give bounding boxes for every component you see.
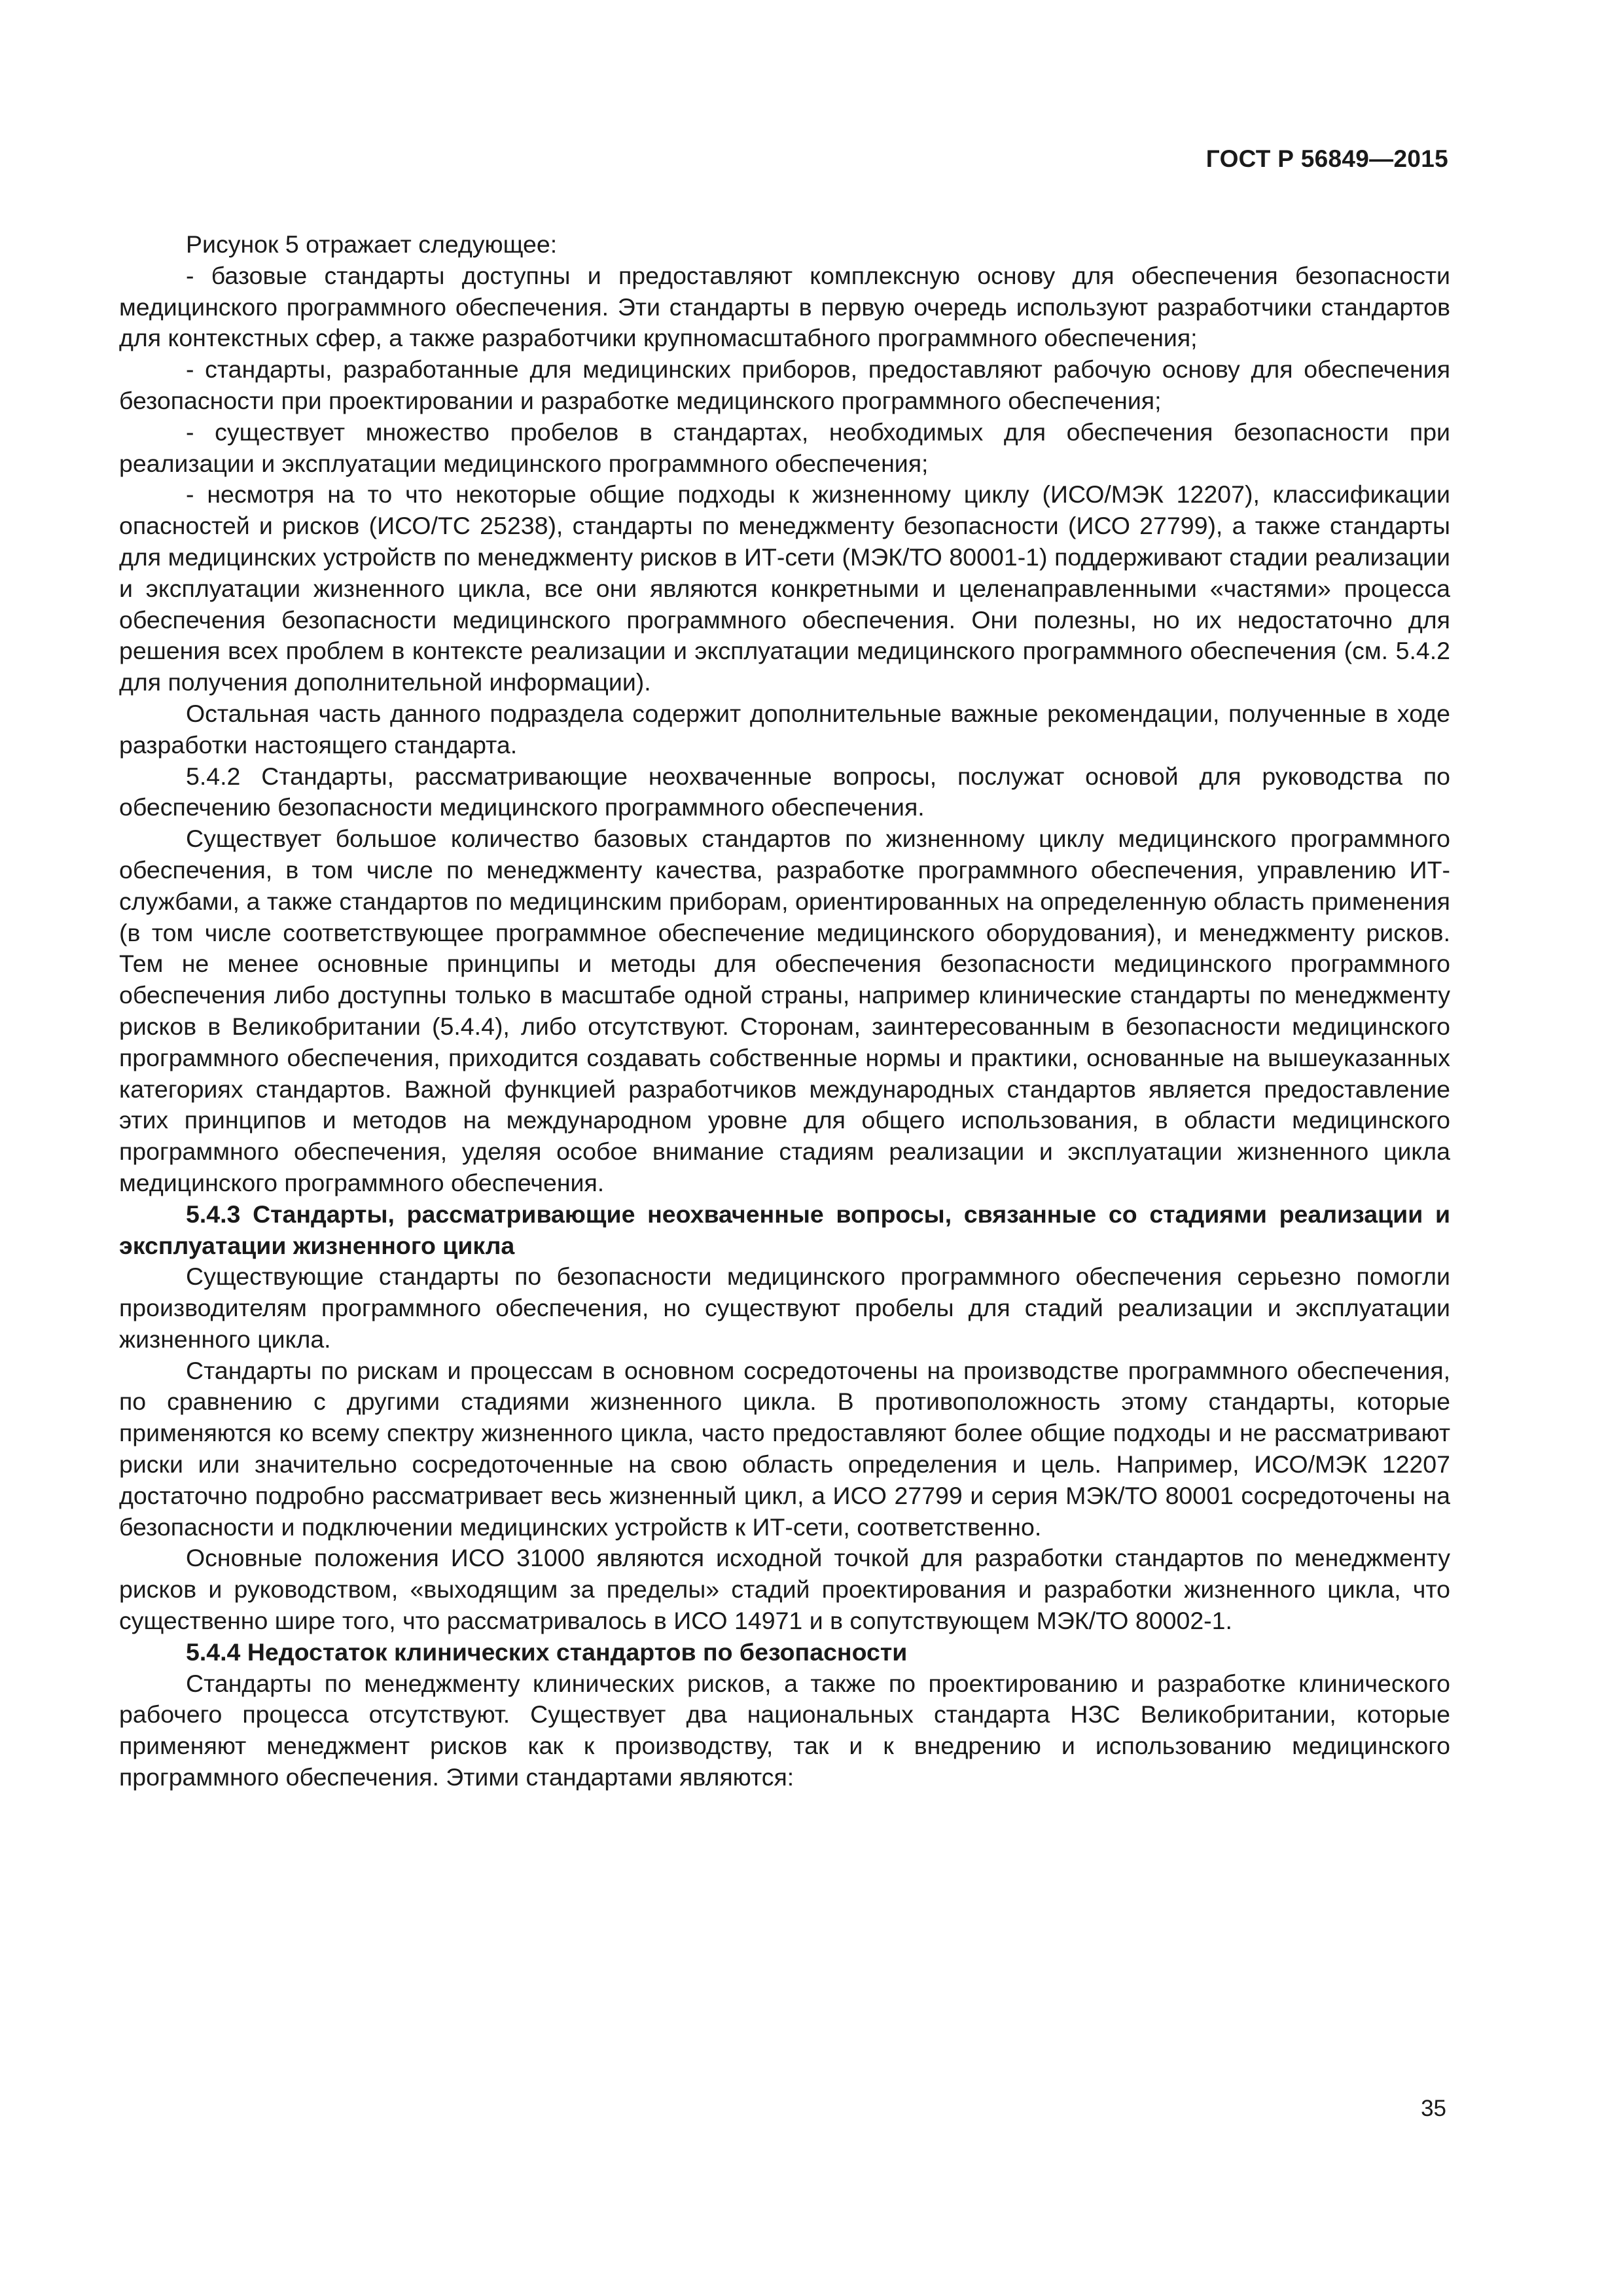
section-heading-5-4-3: 5.4.3 Стандарты, рассматривающие неохваченные вопросы, связанные со стадиями реализации и эксплуатации жизненного цикла — [119, 1200, 1450, 1259]
paragraph: Стандарты по менеджменту клинических рисков, а также по проектированию и разработке клинического рабочего процесса отсутствуют. Существует два национальных стандарта НЗС Великобритании, которые применяют менеджмент рисков как к производству, так и к внедрению и использованию медицинского программного обеспечения. Этими стандартами являются: — [119, 1669, 1450, 1791]
document-body — [119, 229, 1450, 1793]
list-item: - несмотря на то что некоторые общие подходы к жизненному циклу (ИСО/МЭК 12207), классификации опасностей и рисков (ИСО/ТС 25238), стандарты по менеджменту безопасности (ИСО 27799), а также стандарты для медицинских устройств по менеджменту рисков в ИТ-сети (МЭК/ТО 80001-1) поддерживают стадии реализации и эксплуатации жизненного цикла, все они являются конкретными и целенаправленными «частями» процесса обеспечения безопасности медицинского программного обеспечения. Они полезны, но их недостаточно для решения всех проблем в контексте реализации и эксплуатации медицинского программного обеспечения (см. 5.4.2 для получения дополнительной информации). — [119, 480, 1450, 696]
paragraph: 5.4.2 Стандарты, рассматривающие неохваченные вопросы, послужат основой для руководства по обеспечению безопасности медицинского программного обеспечения. — [119, 762, 1450, 821]
paragraph: Рисунок 5 отражает следующее: — [186, 230, 558, 258]
page-number: 35 — [1421, 2096, 1446, 2121]
paragraph: Остальная часть данного подраздела содержит дополнительные важные рекомендации, полученные в ходе разработки настоящего стандарта. — [119, 699, 1450, 759]
paragraph: Стандарты по рискам и процессам в основном сосредоточены на производстве программного обеспечения, по сравнению с другими стадиями жизненного цикла. В противоположность этому стандарты, которые применяются ко всему спектру жизненного цикла, часто предоставляют более общие подходы и не рассматривают риски или значительно сосредоточенные на свою область определения и цель. Например, ИСО/МЭК 12207 достаточно подробно рассматривает весь жизненный цикл, а ИСО 27799 и серия МЭК/ТО 80001 сосредоточены на безопасности и подключении медицинских устройств к ИТ-сети, соответственно. — [119, 1356, 1450, 1541]
section-heading-5-4-4: 5.4.4 Недостаток клинических стандартов по безопасности — [186, 1638, 908, 1666]
standard-header: ГОСТ Р 56849—2015 — [1205, 145, 1448, 172]
paragraph: Существующие стандарты по безопасности медицинского программного обеспечения серьезно помогли производителям программного обеспечения, но существуют пробелы для стадий реализации и эксплуатации жизненного цикла. — [119, 1263, 1450, 1353]
list-item: - базовые стандарты доступны и предоставляют комплексную основу для обеспечения безопасности медицинского программного обеспечения. Эти стандарты в первую очередь используют разработчики стандартов для контекстных сфер, а также разработчики крупномасштабного программного обеспечения; — [119, 261, 1450, 352]
list-item: - стандарты, разработанные для медицинских приборов, предоставляют рабочую основу для обеспечения безопасности при проектировании и разработке медицинского программного обеспечения; — [119, 355, 1450, 414]
paragraph: Существует большое количество базовых стандартов по жизненному циклу медицинского программного обеспечения, в том числе по менеджменту качества, разработке программного обеспечения, управлению ИТ-службами, а также стандартов по медицинским приборам, ориентированных на определенную область применения (в том числе соответствующее программное обеспечение медицинского оборудования), и менеджменту рисков. Тем не менее основные принципы и методы для обеспечения безопасности медицинского программного обеспечения либо доступны только в масштабе одной страны, например клинические стандарты по менеджменту рисков в Великобритании (5.4.4), либо отсутствуют. Сторонам, заинтересованным в безопасности медицинского программного обеспечения, приходится создавать собственные нормы и практики, основанные на вышеуказанных категориях стандартов. Важной функцией разработчиков международных стандартов является предоставление этих принципов и методов на международном уровне для общего использования, в области медицинского программного обеспечения, уделяя особое внимание стадиям реализации и эксплуатации жизненного цикла медицинского программного обеспечения. — [119, 825, 1450, 1196]
paragraph: Основные положения ИСО 31000 являются исходной точкой для разработки стандартов по менеджменту рисков и руководством, «выходящим за пределы» стадий проектирования и разработки жизненного цикла, что существенно шире того, что рассматривалось в ИСО 14971 и в сопутствующем МЭК/ТО 80002-1. — [119, 1544, 1450, 1635]
list-item: - существует множество пробелов в стандартах, необходимых для обеспечения безопасности при реализации и эксплуатации медицинского программного обеспечения; — [119, 418, 1450, 477]
